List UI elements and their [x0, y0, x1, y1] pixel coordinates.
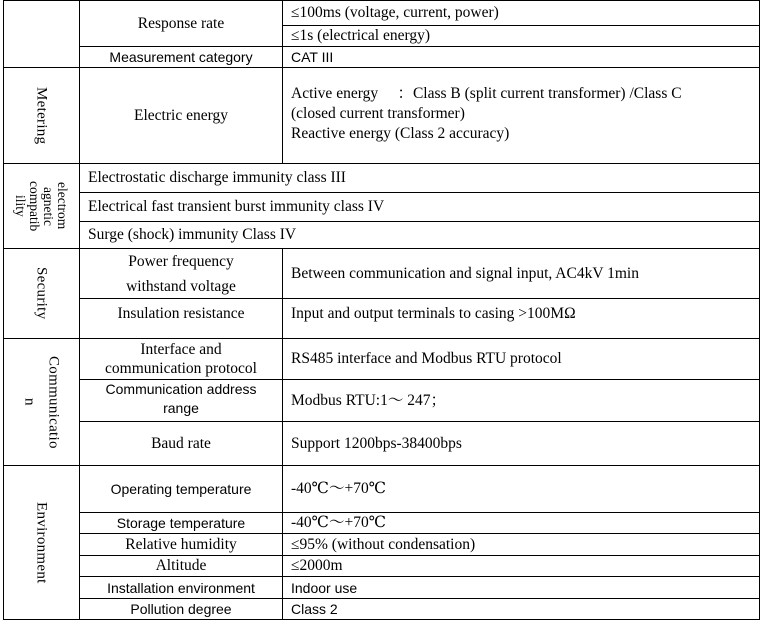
- relative-humidity-label: Relative humidity: [125, 535, 237, 553]
- relative-humidity-value: ≤95% (without condensation): [291, 535, 476, 553]
- emc-electrostatic-discharge: Electrostatic discharge immunity class III: [88, 169, 346, 186]
- altitude-label: Altitude: [155, 557, 207, 574]
- storage-temperature-value: -40℃～+70℃: [291, 514, 387, 531]
- interface-protocol-value: RS485 interface and Modbus RTU protocol: [291, 350, 562, 367]
- insulation-resistance-value: Input and output terminals to casing >100MΩ: [291, 304, 576, 322]
- baud-rate-value: Support 1200bps-38400bps: [291, 434, 462, 452]
- pollution-degree-value: Class 2: [291, 601, 338, 617]
- insulation-resistance-label: Insulation resistance: [117, 304, 245, 322]
- measurement-category-value: CAT III: [291, 49, 334, 65]
- withstand-voltage-value: Between communication and signal input, AC4kV 1min: [291, 264, 639, 282]
- installation-environment-label: Installation environment: [107, 579, 255, 596]
- electric-energy-label: Electric energy: [134, 106, 228, 124]
- address-range-label: Communication address range: [105, 381, 257, 416]
- pollution-degree-label: Pollution degree: [130, 601, 232, 617]
- interface-protocol-label: Interface and communication protocol: [105, 341, 257, 377]
- address-range-value: Modbus RTU:1～ 247；: [291, 391, 446, 409]
- communication-section-header: Communicatio n: [21, 355, 62, 449]
- response-rate-label: Response rate: [137, 14, 225, 32]
- operating-temperature-value: -40℃～+70℃: [291, 480, 387, 497]
- emc-surge-immunity: Surge (shock) immunity Class IV: [88, 226, 297, 243]
- measurement-category-label: Measurement category: [109, 49, 253, 65]
- response-rate-value-energy: ≤1s (electrical energy): [291, 27, 431, 44]
- environment-section-header: Environment: [33, 501, 50, 584]
- active-energy-line: Active energy ：Class B (split current transformer) /Class C: [291, 84, 682, 102]
- security-section-header: Security: [33, 267, 50, 320]
- installation-environment-value: Indoor use: [291, 579, 358, 596]
- storage-temperature-label: Storage temperature: [116, 515, 246, 531]
- response-rate-value-power: ≤100ms (voltage, current, power): [291, 4, 499, 21]
- emc-section-header: electrom agnetic compatib ility: [13, 180, 70, 232]
- electric-energy-value: [283, 68, 759, 163]
- emc-fast-transient-burst: Electrical fast transient burst immunity class IV: [88, 198, 385, 215]
- metering-section-header: Metering: [33, 86, 50, 145]
- baud-rate-label: Baud rate: [151, 434, 211, 452]
- reactive-energy-line: Reactive energy (Class 2 accuracy): [291, 124, 510, 142]
- operating-temperature-label: Operating temperature: [110, 481, 252, 497]
- altitude-value: ≤2000m: [291, 557, 343, 574]
- closed-transformer-line: (closed current transformer): [291, 104, 465, 122]
- withstand-voltage-label: Power frequency withstand voltage: [126, 252, 236, 295]
